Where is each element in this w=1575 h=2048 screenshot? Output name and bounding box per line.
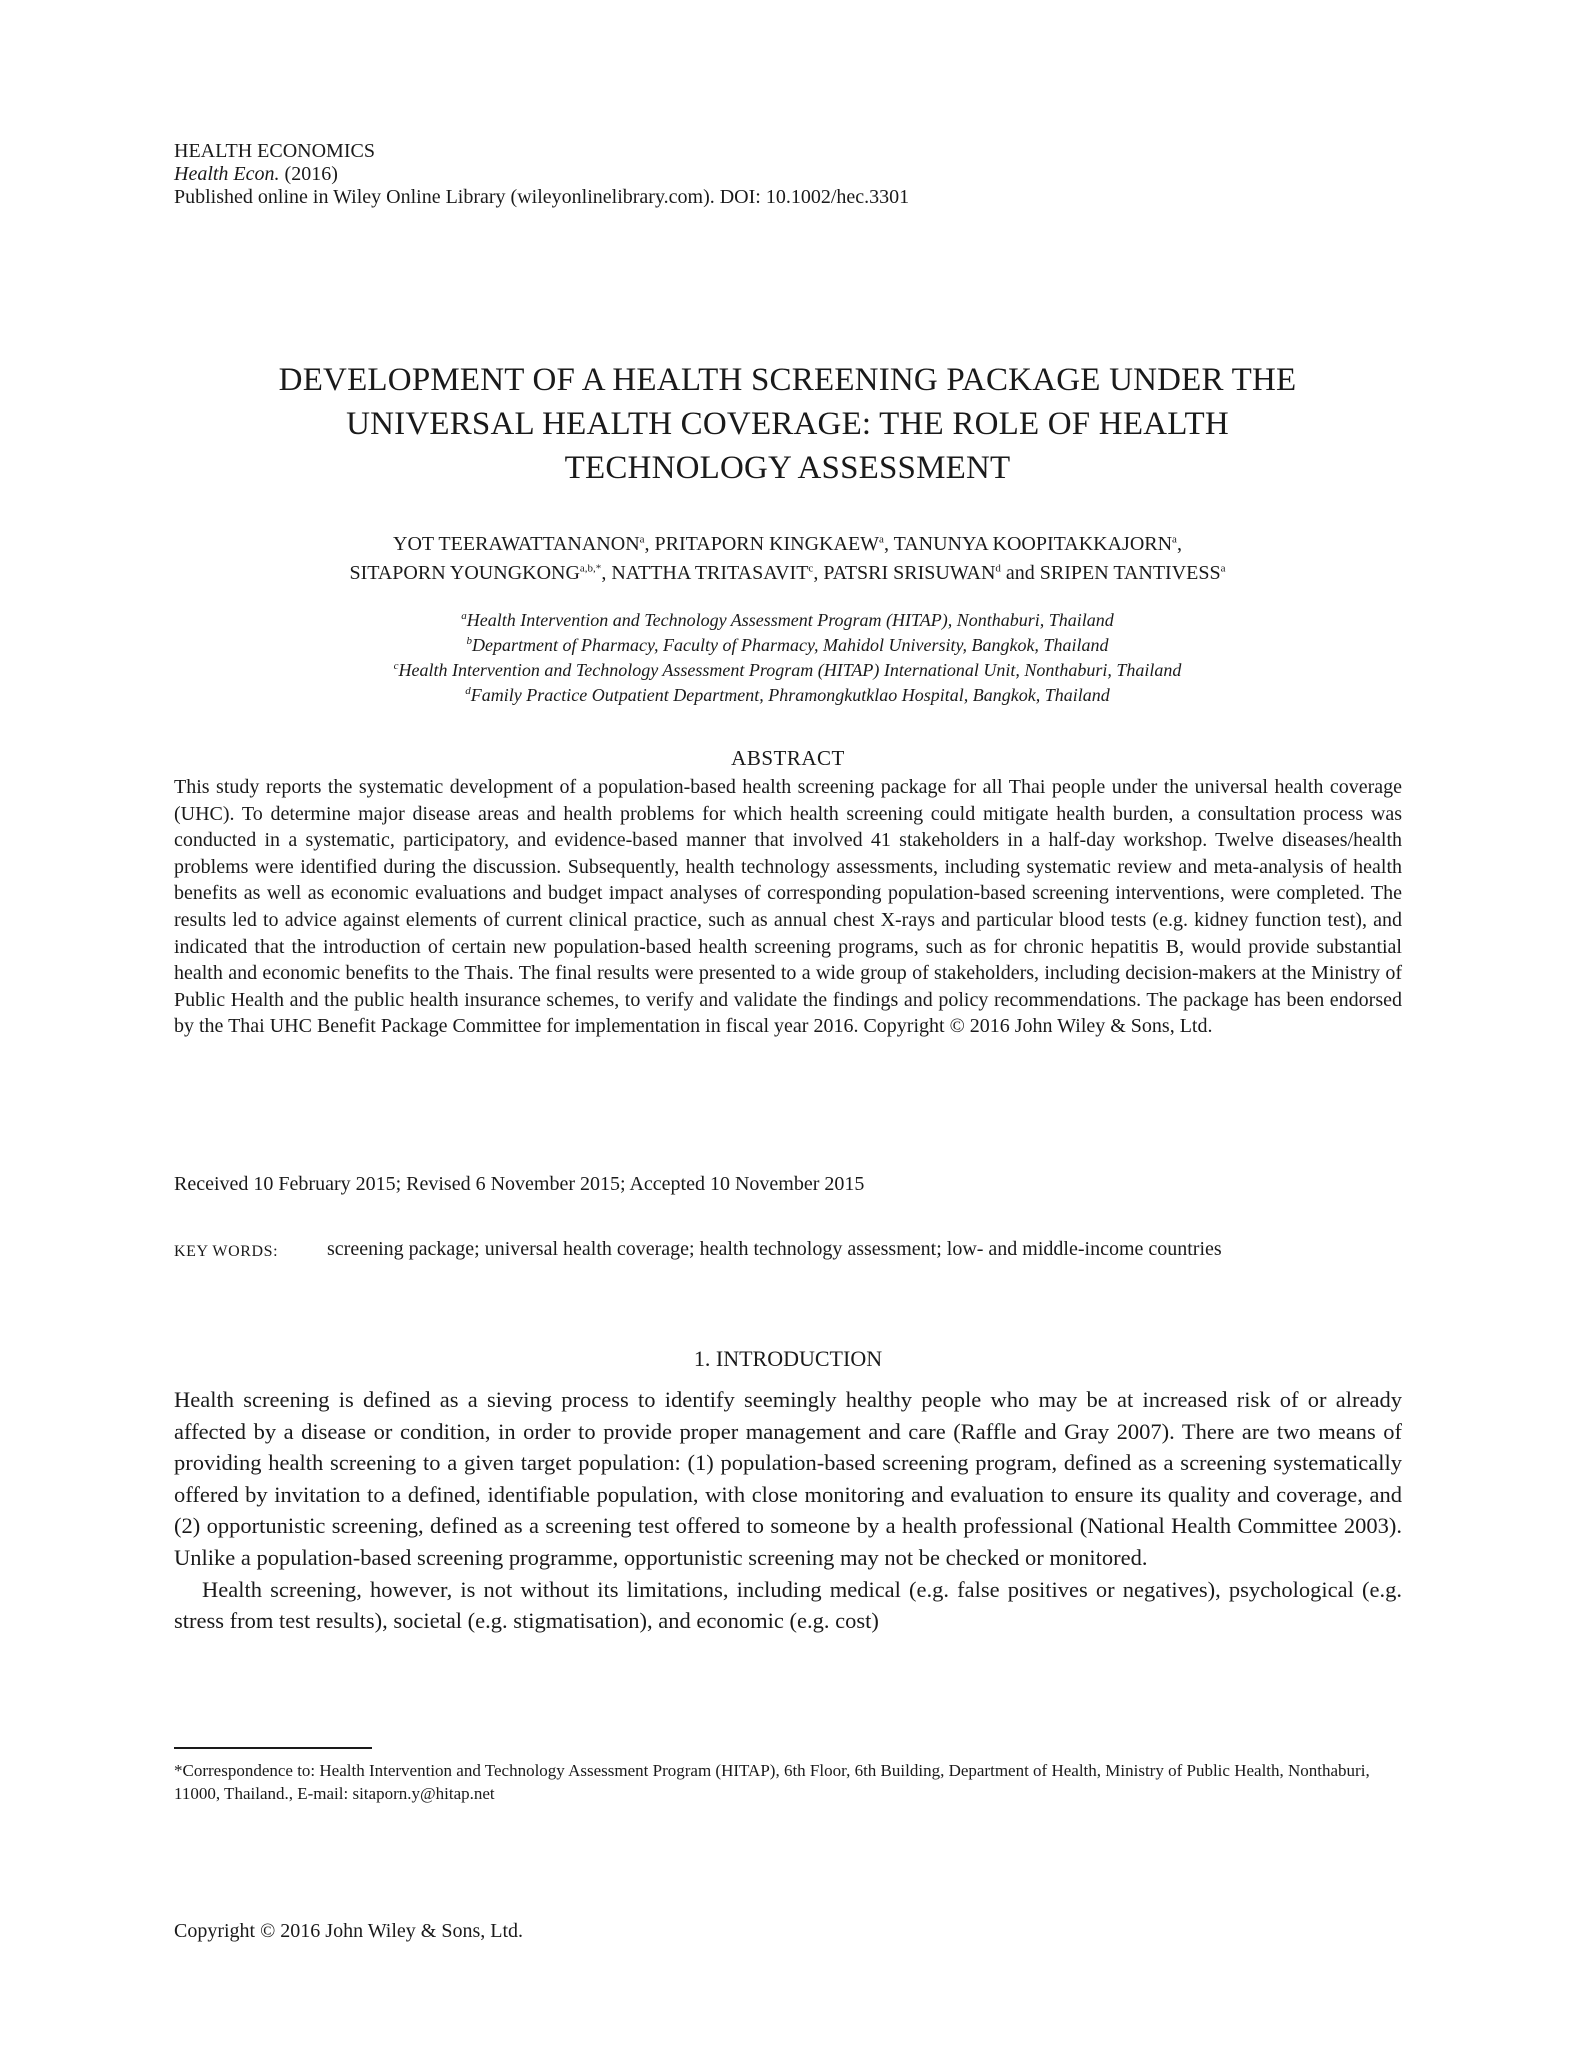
paragraph: Health screening, however, is not without its limitations, including medical (e.g. false positives or negatives), psychological (e.g. stress from test results), societal (e.g. stigmatisation), and economic (e.g. cost) [174,1576,1402,1634]
paragraph: Health screening is defined as a sieving process to identify seemingly healthy people who may be at increased risk of or already affected by a disease or condition, in order to provide proper management and care (Raffle and Gray 2007). There are two means of providing health screening to a given target population: (1) population-based screening program, defined as a screening systematically offered by invitation to a defined, identifiable population, with close monitoring and evaluation to ensure its quality and coverage, and (2) opportunistic screening, defined as a screening test offered to someone by a health professional (National Health Committee 2003). Unlike a population-based screening programme, opportunistic screening may not be checked or monitored. [174,1387,1402,1570]
journal-header [174,140,909,209]
author-sep: and [1000,562,1040,584]
author-name: PATSRI SRISUWAN [823,562,996,584]
affiliation-sup: a [461,610,467,622]
author-list [150,530,1425,588]
author-name: PRITAPORN KINGKAEW [654,533,880,555]
affiliation-text: Health Intervention and Technology Assessment Program (HITAP) International Unit, Nonthaburi, Thailand [398,660,1182,680]
footnote-text: Correspondence to: Health Intervention and Technology Assessment Program (HITAP), 6th Floor, 6th Building, Department of Health, Ministry of Public Health, Nonthaburi, 11000, Thailand., E-mail: sitaporn.y@hitap.net [174,1761,1370,1803]
affiliation-sup: d [465,685,471,697]
journal-name: HEALTH ECONOMICS [174,140,375,162]
footnote-marker: * [174,1761,183,1780]
affiliation [150,633,1425,658]
section-heading: 1. INTRODUCTION [693,1346,883,1371]
affiliation [150,658,1425,683]
author-name: YOT TEERAWATTANANON [393,533,640,555]
abstract-text: This study reports the systematic development of a population-based health screening package for all Thai people under the universal health coverage (UHC). To determine major disease areas and health problems for which health screening could mitigate health burden, a consultation process was conducted in a systematic, participatory, and evidence-based manner that involved 41 stakeholders in a half-day workshop. Twelve diseases/health problems were identified during the discussion. Subsequently, health technology assessments, including systematic review and meta-analysis of health benefits as well as economic evaluations and budget impact analyses of corresponding population-based screening interventions, were completed. The results led to advice against elements of current clinical practice, such as annual chest X-rays and particular blood tests (e.g. kidney function test), and indicated that the introduction of certain new population-based health screening programs, such as for chronic hepatitis B, would provide substantial health and economic benefits to the Thais. The final results were presented to a wide group of stakeholders, including decision-makers at the Ministry of Public Health and the public health insurance schemes, to verify and validate the findings and policy recommendations. The package has been endorsed by the Thai UHC Benefit Package Committee for implementation in fiscal year 2016. Copyright © 2016 John Wiley & Sons, Ltd. [174,776,1402,1038]
author-sup: a [639,533,645,546]
author-sup: c [808,562,814,575]
journal-year: (2016) [279,163,338,185]
author-sep: , [644,533,655,555]
affiliation-sup: c [393,660,399,672]
author-line [150,530,1425,559]
author-sup: a [879,533,884,546]
author-sep: , [813,562,824,584]
author-name: SITAPORN YOUNGKONG [349,562,580,584]
affiliation-sup: b [466,635,473,647]
author-name: SRIPEN TANTIVESS [1039,562,1221,584]
affiliation-text: Health Intervention and Technology Assessment Program (HITAP), Nonthaburi, Thailand [466,610,1114,630]
author-name: NATTHA TRITASAVIT [611,562,809,584]
title-line: UNIVERSAL HEALTH COVERAGE: THE ROLE OF HEALTH [346,406,1229,442]
abstract-heading: ABSTRACT [731,746,845,770]
paper-title [150,358,1425,490]
author-sup: a [1220,562,1226,575]
affiliation-text: Family Practice Outpatient Department, Phramongkutklao Hospital, Bangkok, Thailand [470,685,1110,705]
correspondence-footnote [174,1759,1402,1805]
affiliation-list [150,608,1425,708]
author-sup: d [995,562,1001,575]
author-sep: , [601,562,612,584]
page-copyright: Copyright © 2016 John Wiley & Sons, Ltd. [174,1920,524,1942]
journal-citation [174,163,909,186]
received-dates: Received 10 February 2015; Revised 6 November 2015; Accepted 10 November 2015 [174,1173,865,1195]
publication-info: Published online in Wiley Online Library (wileyonlinelibrary.com). DOI: 10.1002/hec.3301 [174,186,910,208]
author-sup: a,b,* [579,562,602,575]
author-name: TANUNYA KOOPITAKKAJORN [893,533,1173,555]
affiliation [150,683,1425,708]
author-sep: , [1176,533,1182,555]
author-line [150,559,1425,588]
title-line: DEVELOPMENT OF A HEALTH SCREENING PACKAGE UNDER THE [278,362,1297,398]
affiliation-text: Department of Pharmacy, Faculty of Pharmacy, Mahidol University, Bangkok, Thailand [472,635,1109,655]
journal-abbrev: Health Econ. [174,163,280,185]
title-line: TECHNOLOGY ASSESSMENT [564,450,1011,486]
introduction-body [174,1384,1402,1637]
author-sep: , [883,533,894,555]
keywords-label: KEY WORDS: [174,1243,279,1260]
keywords-text: screening package; universal health coverage; health technology assessment; low- and middle-income countries [327,1238,1222,1260]
affiliation [150,608,1425,633]
author-sup: a [1172,533,1177,546]
footnote-divider [174,1747,372,1749]
